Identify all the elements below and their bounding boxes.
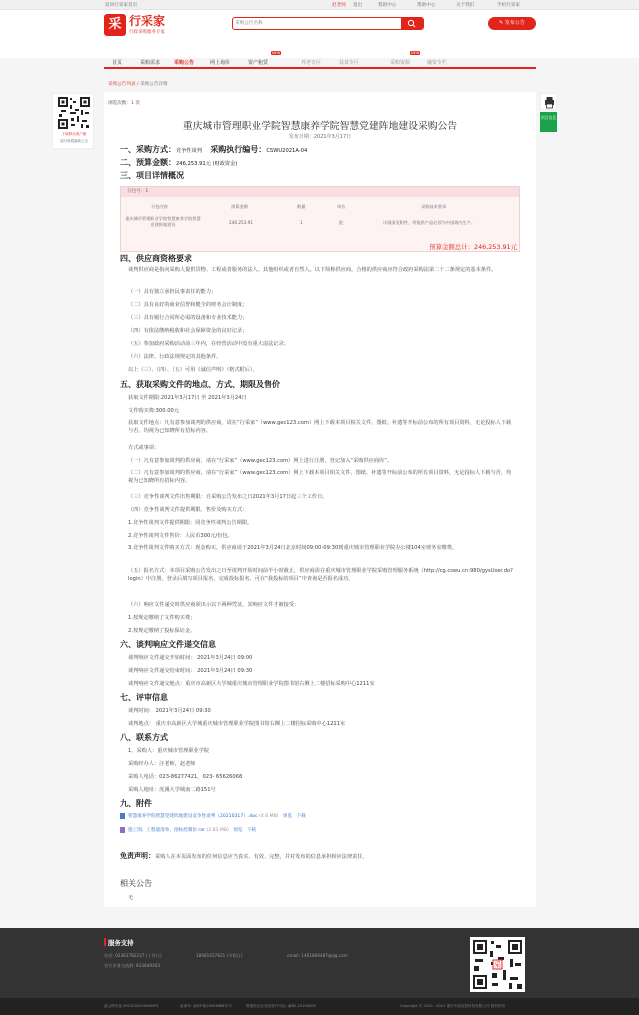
attachment-preview-link[interactable]: 预览 [233, 828, 243, 833]
attachment-size: (2.83 MB) [206, 828, 229, 833]
qr-code [57, 96, 91, 130]
execution-code-value: CSWU2021A-04 [266, 148, 308, 154]
search-icon [401, 18, 423, 29]
about-us-link[interactable]: 关于我们 [456, 3, 475, 8]
obtain-item: 获取文件地点：凡有意参加谈判的供应商，请在“行采家”（www.gec123.com）网上下载本项目相关文件、图纸、补遗等开标前公布的所有项目资料，无论投标人下载与否，均视为已知晓所有招标内容。 [128, 420, 512, 434]
obtain-item: 2.按规定缴纳了投标保证金。 [128, 628, 196, 634]
budget-value: 246,253.91元 (财政资金) [176, 161, 238, 167]
nav-asset-lease[interactable]: 资产租赁 [248, 60, 269, 66]
qualification-item: （五）参加政府采购活动前三年内，在经营活动中没有重大违法记录； [128, 341, 289, 347]
attachment-item [128, 813, 306, 819]
new-badge: NEW [411, 51, 420, 55]
view-count-label: 浏览次数： [108, 101, 131, 106]
disclaimer-label: 免责声明： [120, 852, 155, 860]
copyright: Copyright © 2010 - 2021 重庆中政信盈科技有限公司 版权所有 [400, 1004, 506, 1008]
obtain-item: （一）凡有意参加谈判的供应商，请在“行采家”（www.gec123.com）网上进行注册，登记加入“采购供应商库”。 [128, 458, 393, 464]
table-cell: 246,253.91 [229, 220, 253, 225]
footer-phone: 电话: 02363782227 (工作日) [104, 953, 162, 958]
related-notices-title: 相关公告 [120, 879, 152, 888]
obtain-item: 3.竞争性谈判文件购买方式：现金购买，供应商请于2021年3月24日北京时间09:00-09:30到重庆城市管理职业学院办公楼104室财务室缴费。 [128, 545, 458, 551]
contact-item: 采购人地址：虎溪大学城南二路151号 [128, 787, 216, 793]
publish-date: 发布日期：2021年3月17日 [288, 134, 352, 140]
qualification-item: （一）具有独立承担民事责任的能力； [128, 289, 217, 295]
project-info-button[interactable] [540, 112, 557, 132]
mobile-app-link[interactable]: 手机行采家 [497, 3, 520, 8]
qualification-item: （六）法律、行政法规规定的其他条件。 [128, 354, 222, 360]
nav-home[interactable]: 首页 [112, 60, 123, 66]
review-item: 谈判地点： 重庆市高新区大学城重庆城市管理职业学院图书馆右侧上二楼招标采购中心1211室 [128, 721, 346, 727]
section-budget [120, 157, 237, 168]
procurement-method-label: 一、采购方式： [120, 145, 176, 154]
footer-email: email: 1461894487@qq.com [287, 953, 348, 958]
attachment-name[interactable]: 智慧康养学院智慧党建阵地建设竞争性谈判（20210317）.doc [128, 814, 258, 819]
obtain-item: 获取文件期限:2021年3月17日 至 2021年3月24日 [128, 395, 247, 401]
footer-qr-code [470, 937, 525, 992]
project-info-label: 项目信息 [540, 115, 557, 120]
footer-accent [104, 938, 106, 946]
section-project-overview: 三、项目详情概况 [120, 171, 184, 180]
police-beian[interactable]: 渝公网安备 50010302000469号 [104, 1004, 159, 1008]
search-button[interactable] [401, 18, 423, 29]
obtain-item: 1.按规定缴纳了文件购买费； [128, 615, 196, 621]
table-cell: 重庆城市管理职业学院智慧康养学院智慧党建阵地建设 [125, 216, 201, 227]
budget-label: 二、预算金额： [120, 158, 176, 167]
table-header: 分包内容 [151, 204, 168, 209]
section-attachments: 九、附件 [120, 799, 152, 808]
breadcrumb-current: 采购公告详情 [140, 82, 168, 87]
disclaimer-text: 采购人在本页面发布的任何信息应当真实、有效、完整，并对发布的信息承担相应法律责任。 [155, 854, 368, 860]
obtain-item: （二）凡有意参加谈判的供应商，请在“行采家”（www.gec123.com）网上下载本项目相关文件、图纸、补遗等开标前公布的所有项目资料，无论投标人下载与否，均视为已知晓所有招标内容。 [128, 470, 512, 484]
attachment-download-link[interactable]: 下载 [296, 814, 306, 819]
user-link[interactable]: 赵老师 [332, 3, 346, 8]
logo-mark-icon: 采 [104, 14, 126, 36]
nav-notices[interactable]: 采购公告 [174, 60, 195, 66]
nav-procurement-resources[interactable]: 采购资源 [390, 60, 411, 66]
review-item: 谈判时间： 2021年3月24日 09:30 [128, 708, 211, 714]
submission-item: 谈判响应文件递交开始时间： 2021年3月24日 09:00 [128, 655, 253, 661]
attachment-name[interactable]: 施工图、工程量清单、招标控制价.rar [128, 828, 205, 833]
footer-phone-holiday: 18081037831 (节假日) [196, 953, 243, 958]
section-obtain-documents: 五、获取采购文件的地点、方式、期限及售价 [120, 380, 280, 389]
attachment-preview-link[interactable]: 预览 [282, 814, 293, 819]
logout-link[interactable]: 退出 [353, 3, 363, 8]
edit-icon: ✎ [499, 20, 505, 26]
section-review-info: 七、评审信息 [120, 693, 168, 702]
table-cell: 批 [339, 220, 344, 225]
contact-item: 采购经办人：汪老师，赵老师 [128, 761, 196, 767]
doc-file-icon [120, 813, 125, 819]
search-input[interactable] [235, 19, 399, 28]
section-contact: 八、联系方式 [120, 733, 168, 742]
nav-poverty-relief[interactable]: 扶贫专区 [339, 60, 360, 66]
app-download-qr [52, 93, 94, 149]
main-nav [104, 51, 536, 69]
table-header: 单位 [337, 204, 346, 209]
footer [0, 928, 639, 998]
qr-caption-realtime: 实时查看最新公告 [60, 139, 88, 143]
help-center-link[interactable]: 帮助中心 [417, 3, 436, 8]
qualification-item: （四）有依法缴纳税收和社会保障资金的良好记录； [128, 328, 248, 334]
qualification-item: （二）具有良好的商业信誉和健全的财务会计制度； [128, 302, 248, 308]
view-count-value: 1 [130, 101, 134, 106]
obtain-item: 1.竞争性谈判文件提供期限：同竞争性谈判公告期限。 [128, 520, 253, 526]
attachment-download-link[interactable]: 下载 [246, 828, 257, 833]
new-badge: NEW [272, 51, 281, 55]
nav-requirements[interactable]: 采购需求 [140, 60, 161, 66]
telecom-license[interactable]: 增值电信业务经营许可证: 渝B2-20190009 [246, 1004, 316, 1008]
submission-item: 谈判响应文件递交结束时间： 2021年3月24日 09:30 [128, 668, 253, 674]
logo-slogan: 行政采购服务专家 [129, 30, 165, 35]
contact-item: 1、采购人：重庆城市管理职业学院 [128, 748, 210, 754]
attachment-item [128, 827, 256, 833]
table-header: 采购技术要求 [421, 204, 447, 209]
breadcrumb-separator: / [137, 82, 139, 87]
home-link[interactable]: 返回行采家首页 [105, 3, 138, 8]
nav-online-inquiry[interactable]: 网上询价 [210, 60, 231, 66]
bottom-bar [0, 998, 639, 1015]
table-cell: 1 [300, 220, 303, 225]
my-center-link[interactable]: 我的中心 [378, 3, 397, 8]
obtain-item: （四）竞争性谈判文件提供期限、售价及购买方式： [128, 507, 248, 513]
view-count-unit: 次 [135, 101, 140, 106]
logo-title: 行采家 [129, 14, 166, 28]
execution-code-label: 采购执行编号： [210, 145, 267, 154]
table-header: 预算金额 [231, 204, 248, 209]
attachment-size: (4.6 MB) [259, 814, 279, 819]
view-count [108, 100, 140, 106]
qualification-item: （三）具有履行合同所必需的设备和专业技术能力； [128, 315, 248, 321]
obtain-item: （三）竞争性谈判文件出售期限：自采购公告发布之日2021年3月17日起三个工作日。 [128, 494, 328, 500]
related-notices-empty: 无 [128, 895, 134, 901]
nav-financing[interactable]: 融资专栏 [427, 60, 448, 66]
svg-text:采: 采 [494, 961, 501, 969]
package-number: 分包号：1 [121, 187, 519, 197]
breadcrumb [108, 81, 168, 87]
breadcrumb-list-link[interactable]: 采购公告列表 [108, 82, 136, 87]
rar-file-icon [120, 827, 125, 833]
procurement-method-value: 竞争性谈判 [176, 148, 202, 154]
section-procurement-method [120, 144, 307, 155]
nav-elderly-care[interactable]: 养老专区 [301, 60, 322, 66]
publish-notice-label: 发布公告 [504, 20, 525, 26]
table-header: 数量 [297, 204, 306, 209]
icp-beian[interactable]: 备案号: 渝ICP备14004888号-3 [180, 1004, 232, 1008]
contact-item: 采购人电话：023-86277421，023- 65626068 [128, 774, 243, 780]
submission-item: 谈判响应文件递交地点：重庆市高新区大学城重庆城市管理职业学院图书馆右侧上二楼招标采购中心1211室 [128, 681, 375, 687]
qualification-item: 以上（三）、（四）、（五）可用《诚信声明》（格式附后）。 [128, 367, 258, 373]
print-icon [541, 94, 558, 111]
obtain-item: 文件购买费:300.00元 [128, 408, 180, 414]
obtain-item: （六）响应文件递交时供应商须出示以下两种凭证，其响应文件才被接受： [128, 602, 300, 608]
search-bar [232, 17, 424, 30]
qualification-intro: 谈判供应商是指向采购人提供货物、工程或者服务的法人、其他组织或者自然人。以下简称供应商。合格的供应商应符合政府采购法第二十二条规定的基本条件。 [128, 267, 497, 273]
disclaimer [120, 851, 368, 861]
section-supplier-qualification: 四、供应商资格要求 [120, 254, 192, 263]
top-bar [0, 0, 639, 10]
notice-title: 重庆城市管理职业学院智慧康养学院智慧党建阵地建设采购公告 [182, 121, 458, 132]
budget-total: 预算金额总计：246,253.91元 [429, 243, 517, 251]
section-response-submission: 六、谈判响应文件递交信息 [120, 640, 216, 649]
footer-qq-group: 官方业务交流群: 833849303 [104, 963, 161, 968]
obtain-item: 方式或事项： [128, 445, 160, 451]
footer-title: 服务支持 [108, 939, 134, 947]
table-cell: 详细清见附件，所提供产品必须为中国境内生产。 [383, 220, 476, 225]
qr-caption-download: 下载移动客户端 [61, 132, 87, 136]
print-button[interactable] [540, 93, 557, 110]
logo[interactable] [104, 12, 188, 42]
project-table [120, 186, 520, 252]
obtain-item: 2.竞争性谈判文件售价：人民币300元/份包。 [128, 533, 233, 539]
obtain-item: （五）报名方式：本项目采购公告发出之日至谈判开始时间前半小时截止，供应商需在重庆城市管理职业学院采购管理服务系统（http://cg.cswu.cn:980/gysUser.do?login）中注册，登录后填写项目报名，完成投标报名，可在“我投标的项目”中查询是否报名成功。 [128, 568, 513, 582]
publish-notice-button[interactable] [488, 17, 536, 30]
